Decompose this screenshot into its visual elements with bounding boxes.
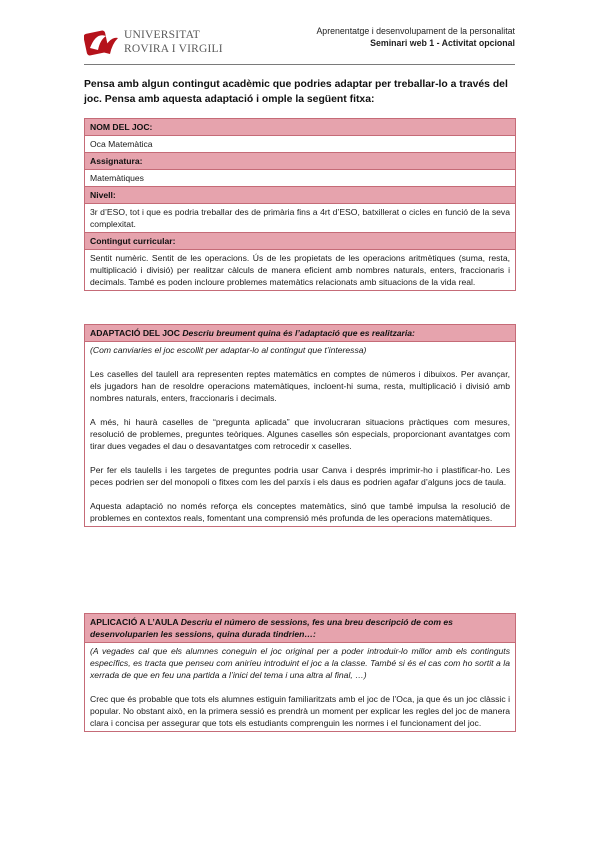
activity-title: Seminari web 1 - Activitat opcional bbox=[370, 37, 515, 48]
adaptation-hint: (Com canviaries el joc escollit per adaptar-lo al contingut que t’interessa) bbox=[90, 345, 367, 355]
urv-emblem-icon bbox=[84, 26, 120, 58]
game-info-table bbox=[84, 118, 516, 291]
university-logo bbox=[84, 24, 264, 64]
application-body bbox=[85, 643, 516, 732]
adaptation-paragraph: Per fer els taulells i les targetes de preguntes podria usar Canva i després imprimir-ho i plastificar-ho. Les peces podrien ser del monopoli o fitxes com les del parxís i els daus es podrien agafar d’alguns jocs de taula. bbox=[90, 465, 510, 487]
curriculum-value: Sentit numèric. Sentit de les operacions. Ús de les propietats de les operacions aritmètiques (suma, resta, multiplicació i divisió) per realitzar càlculs de manera eficient amb nombres naturals, enters, fraccionaris i decimals. També es poden incloure problemes matemàtics relacionats amb situacions de la vida real. bbox=[85, 250, 516, 291]
level-value: 3r d’ESO, tot i que es podria treballar des de primària fins a 4rt d’ESO, batxillerat o cicles en funció de la seva complexitat. bbox=[85, 204, 516, 233]
university-line-2: ROVIRA I VIRGILI bbox=[124, 43, 223, 55]
adaptation-table bbox=[84, 324, 516, 527]
application-label: APLICACIÓ A L’AULA bbox=[90, 617, 179, 627]
header-divider bbox=[84, 64, 515, 65]
adaptation-label: ADAPTACIÓ DEL JOC bbox=[90, 328, 180, 338]
header-info bbox=[316, 26, 515, 49]
university-name bbox=[124, 28, 223, 56]
intro-instructions: Pensa amb algun contingut acadèmic que podries adaptar per treballar-lo a través del joc. Pensa amb aquesta adaptació i omple la següent fitxa: bbox=[84, 79, 508, 105]
application-label-desc: Descriu el número de sessions, fes una breu descripció de com es desenvoluparien les sessions, quina durada tindrien…: bbox=[90, 617, 453, 639]
application-header bbox=[85, 614, 516, 643]
adaptation-body bbox=[85, 342, 516, 527]
university-line-1: UNIVERSITAT bbox=[124, 29, 201, 41]
adaptation-paragraph: Aquesta adaptació no només reforça els conceptes matemàtics, sinó que també impulsa la resolució de problemes en contextos reals, fomentant una comprensió més profunda de les operacions matemàtiques. bbox=[90, 501, 510, 523]
game-name-value: Oca Matemàtica bbox=[85, 136, 516, 153]
application-hint: (A vegades cal que els alumnes coneguin el joc original per a poder introduir-lo millor amb els continguts específics, es tracta que penseu com aniríeu introduint el joc a la classe. També si és el cas com ho sortit a la xerrada de que en feu una partida a l’inici del tema i una altra al final, …) bbox=[90, 646, 510, 680]
adaptation-label-desc: Descriu breument quina és l’adaptació que es realitzaria: bbox=[182, 328, 415, 338]
curriculum-label: Contingut curricular: bbox=[85, 233, 516, 250]
game-name-label: NOM DEL JOC: bbox=[85, 119, 516, 136]
adaptation-paragraph: Les caselles del taulell ara representen reptes matemàtics en comptes de números i dibuixos. Per avançar, els jugadors han de resoldre operacions matemàtiques, incloent-hi suma, resta, multiplicació i divisió amb nombres naturals, enters, fraccionaris i decimals. bbox=[90, 369, 510, 403]
subject-label: Assignatura: bbox=[85, 153, 516, 170]
classroom-application-table bbox=[84, 613, 516, 732]
application-paragraph: Crec que és probable que tots els alumnes estiguin familiaritzats amb el joc de l’Oca, ja que és un joc clàssic i popular. No obstant això, en la primera sessió es prendrà un moment per explicar les regles del joc de manera clara i concisa per assegurar que tots els estudiants comprenguin les normes i el funcionament del joc. bbox=[90, 694, 510, 728]
adaptation-paragraph: A més, hi haurà caselles de “pregunta aplicada” que involucraran situacions pràctiques com mesures, resolució de problemes, preguntes teòriques. Algunes caselles són especials, proporcionant avantatges com tirar dues vegades el dau o desavantatges com retrocedir x caselles. bbox=[90, 417, 510, 451]
course-title: Aprenentatge i desenvolupament de la personalitat bbox=[316, 26, 515, 36]
level-label: Nivell: bbox=[85, 187, 516, 204]
adaptation-header bbox=[85, 325, 516, 342]
subject-value: Matemàtiques bbox=[85, 170, 516, 187]
